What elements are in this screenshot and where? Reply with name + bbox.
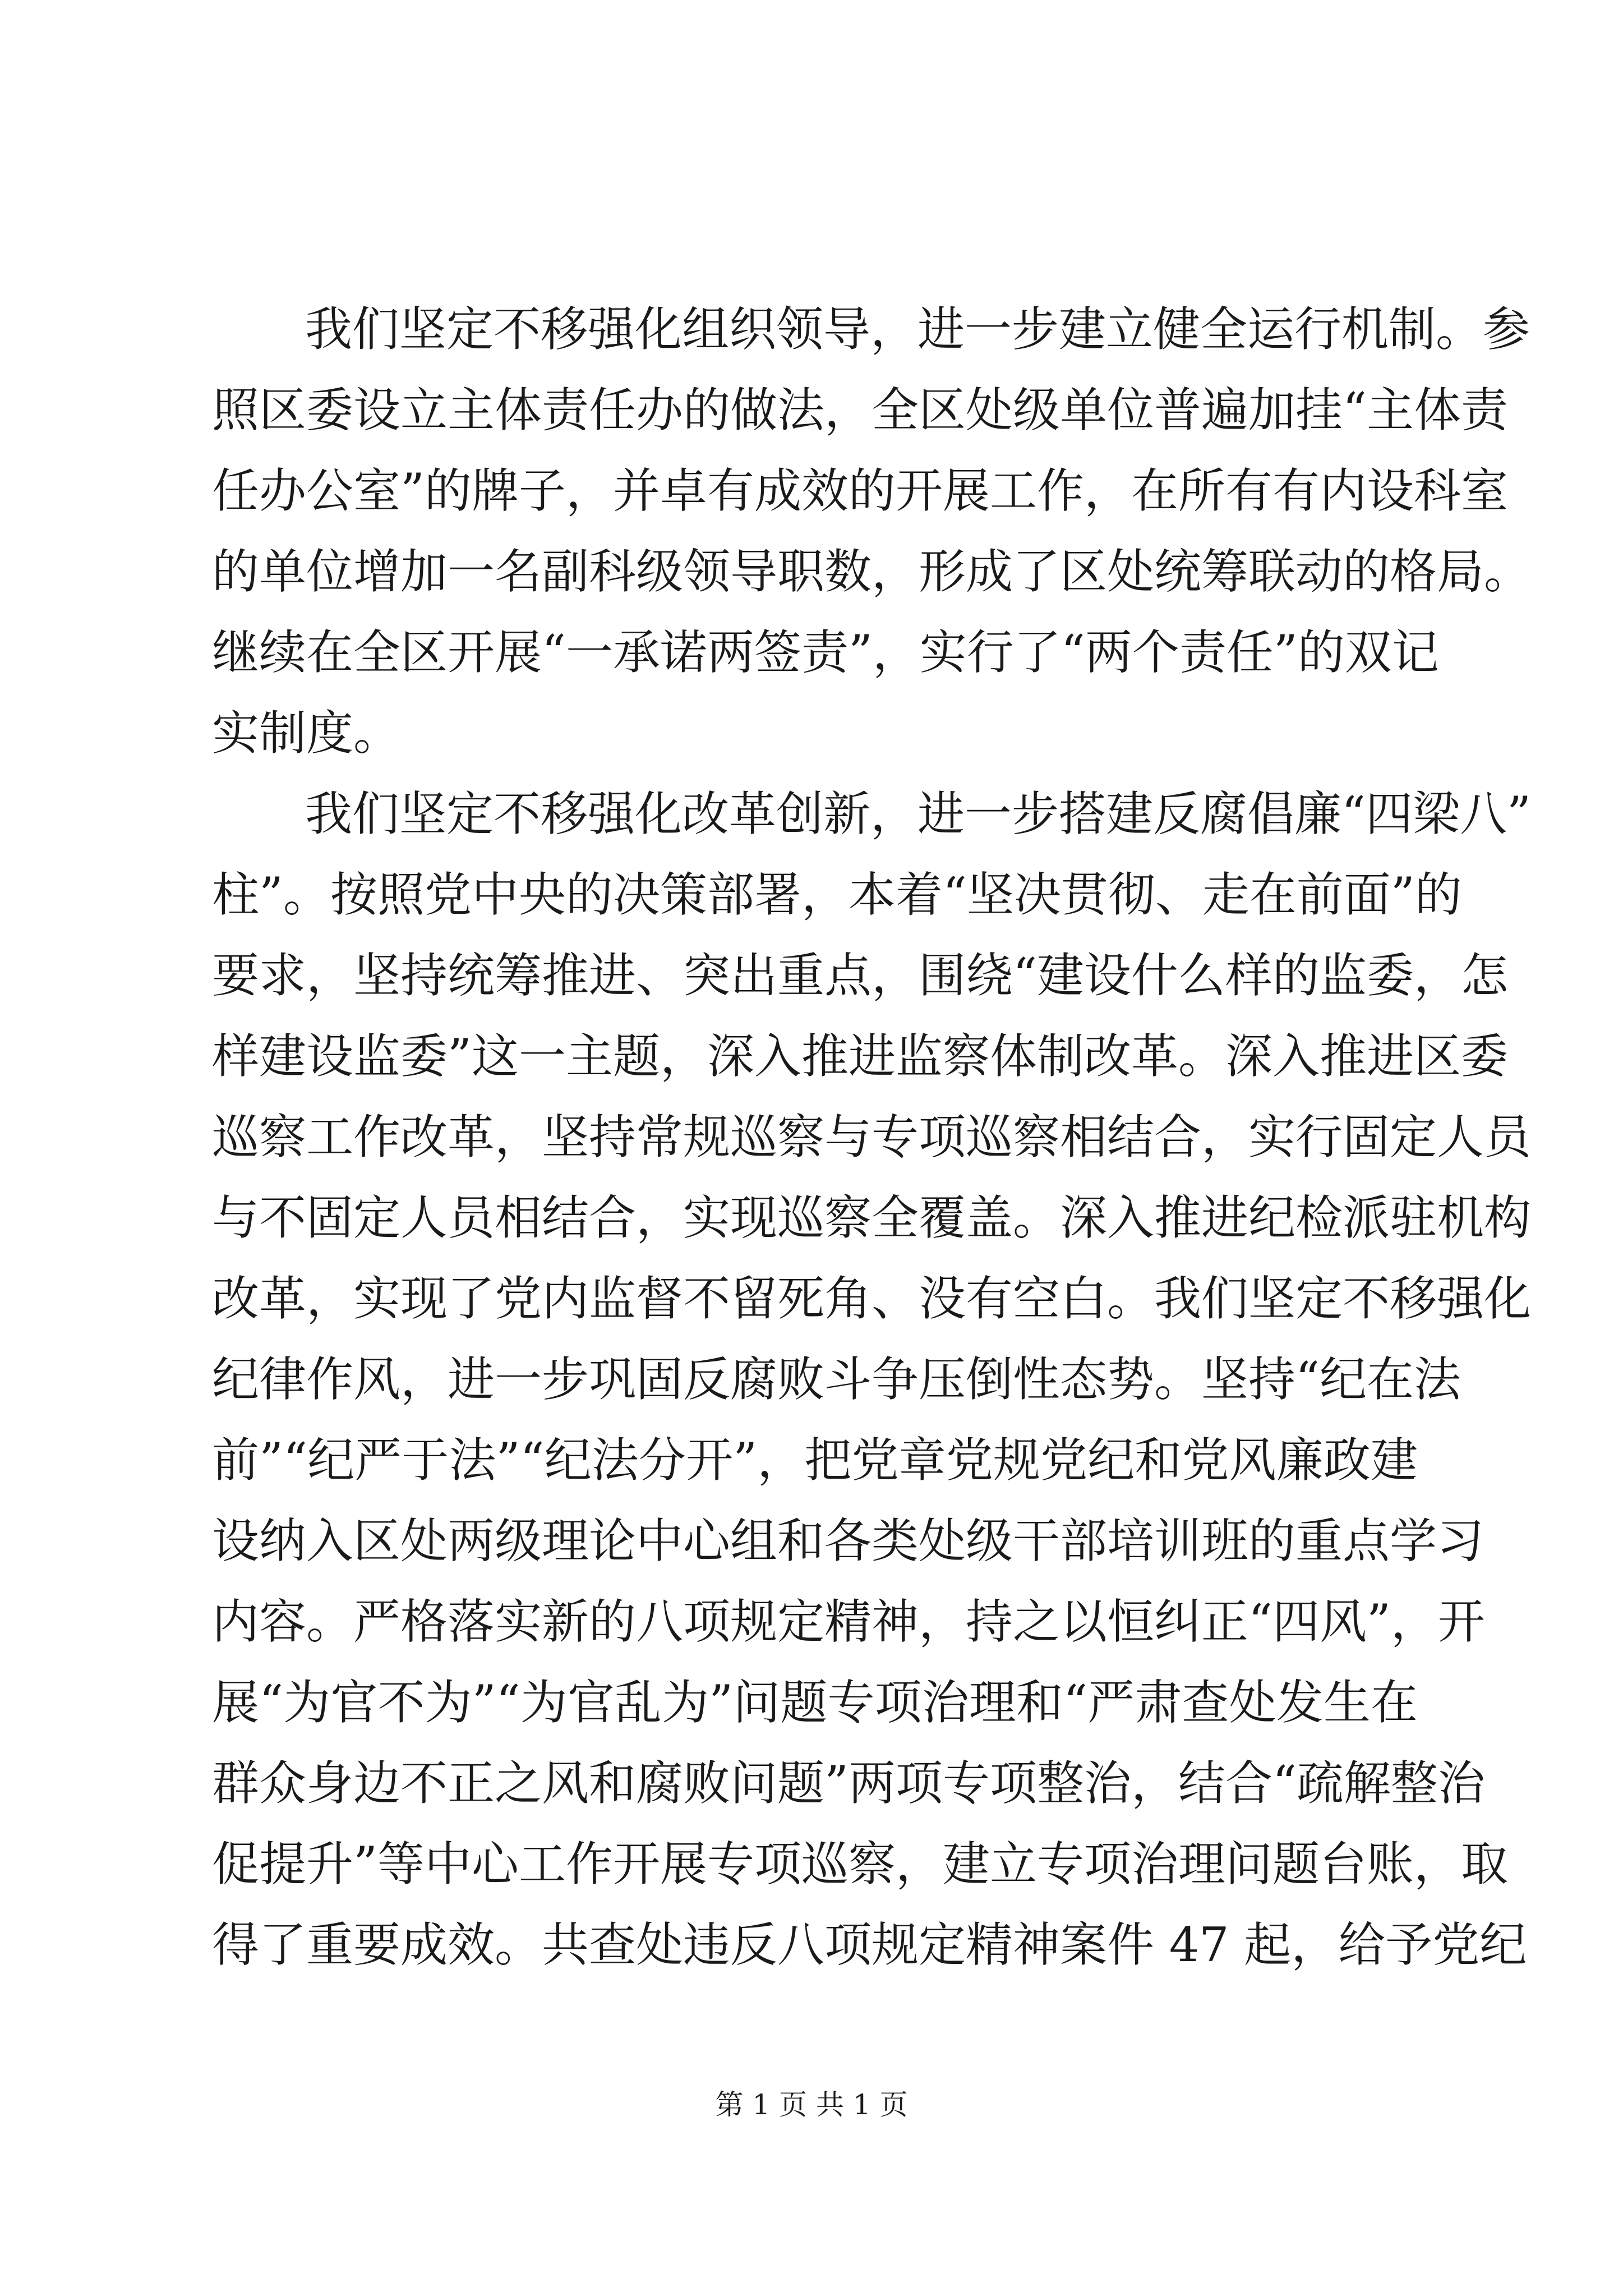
- page-number-footer: 第 1 页 共 1 页: [715, 2088, 908, 2121]
- paragraph-2-line-6: 与不固定人员相结合，实现巡察全覆盖。深入推进纪检派驻机构: [212, 1190, 1532, 1245]
- paragraph-2-line-12: 展“为官不为”“为官乱为”问题专项治理和“严肃查处发生在: [212, 1675, 1418, 1730]
- paragraph-1-line-4: 的单位增加一名副科级领导职数，形成了区处统筹联动的格局。: [212, 544, 1532, 599]
- paragraph-2-line-10: 设纳入区处两级理论中心组和各类处级干部培训班的重点学习: [212, 1513, 1484, 1568]
- paragraph-2-line-14: 促提升”等中心工作开展专项巡察，建立专项治理问题台账，取: [212, 1837, 1508, 1892]
- paragraph-2-line-3: 要求，坚持统筹推进、突出重点，围绕“建设什么样的监委，怎: [212, 948, 1508, 1003]
- paragraph-2-line-8: 纪律作风，进一步巩固反腐败斗争压倒性态势。坚持“纪在法: [212, 1352, 1461, 1407]
- paragraph-2-line-2: 柱”。按照党中央的决策部署，本着“坚决贯彻、走在前面”的: [212, 867, 1462, 922]
- paragraph-1-line-3: 任办公室”的牌子，并卓有成效的开展工作，在所有有内设科室: [212, 463, 1508, 518]
- paragraph-2-line-1: 我们坚定不移强化改革创新，进一步搭建反腐倡廉“四梁八”: [305, 786, 1531, 841]
- paragraph-1-line-6: 实制度。: [212, 706, 401, 761]
- paragraph-2-line-9: 前”“纪严于法”“纪法分开”，把党章党规党纪和党风廉政建: [212, 1433, 1418, 1488]
- paragraph-2-line-5: 巡察工作改革，坚持常规巡察与专项巡察相结合，实行固定人员: [212, 1110, 1532, 1165]
- paragraph-2-line-4: 样建设监委”这一主题，深入推进监察体制改革。深入推进区委: [212, 1029, 1508, 1084]
- paragraph-2-line-15: 得了重要成效。共查处违反八项规定精神案件 47 起，给予党纪: [212, 1917, 1527, 1972]
- paragraph-1-line-2: 照区委设立主体责任办的做法，全区处级单位普遍加挂“主体责: [212, 383, 1508, 438]
- paragraph-1-line-1: 我们坚定不移强化组织领导，进一步建立健全运行机制。参: [305, 302, 1530, 357]
- paragraph-1-line-5: 继续在全区开展“一承诺两签责”，实行了“两个责任”的双记: [212, 625, 1439, 680]
- paragraph-2-line-7: 改革，实现了党内监督不留死角、没有空白。我们坚定不移强化: [212, 1271, 1532, 1326]
- paragraph-2-line-11: 内容。严格落实新的八项规定精神，持之以恒纠正“四风”，开: [212, 1594, 1485, 1649]
- document-body: [212, 289, 1532, 1985]
- paragraph-2-line-13: 群众身边不正之风和腐败问题”两项专项整治，结合“疏解整治: [212, 1756, 1485, 1811]
